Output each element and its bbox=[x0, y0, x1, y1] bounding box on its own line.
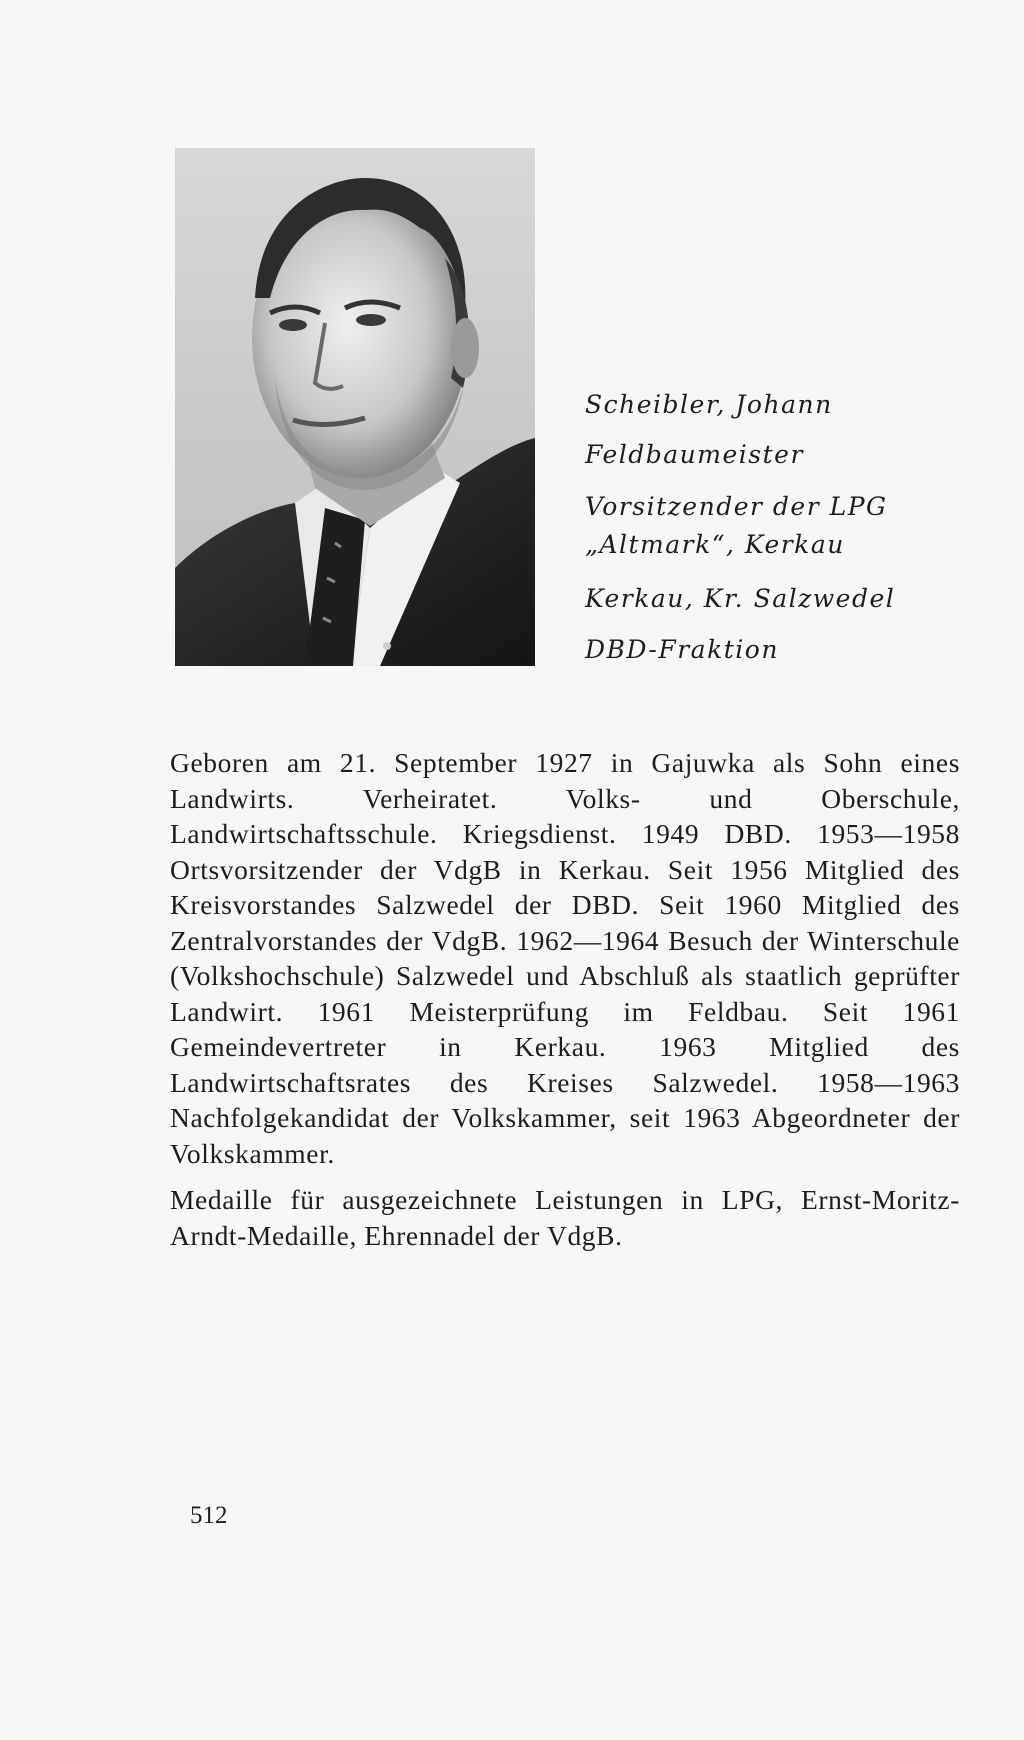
portrait-illustration bbox=[175, 148, 535, 666]
biography-paragraph: Geboren am 21. September 1927 in Gajuwka als Sohn eines Landwirts. Verheiratet. Volks- und Oberschule, Landwirtschaftsschule. Kriegsdienst. 1949 DBD. 1953—1958 Ortsvorsitzender der VdgB in Kerkau. Seit 1956 Mitglied des Kreisvorstandes Salzwedel der DBD. Seit 1960 Mitglied des Zentralvorstandes der VdgB. 1962—1964 Besuch der Winterschule (Volkshochschule) Salzwedel und Abschluß als staatlich geprüfter Landwirt. 1961 Meisterprüfung im Feldbau. Seit 1961 Gemeindevertreter in Kerkau. 1963 Mitglied des Landwirtschaftsrates des Kreises Salzwedel. 1958—1963 Nachfolgekandidat der Volkskammer, seit 1963 Abgeordneter der Volkskammer. bbox=[170, 747, 960, 1169]
person-position-line1: Vorsitzender der LPG bbox=[585, 492, 888, 521]
person-position-line2: „Altmark“, Kerkau bbox=[585, 530, 845, 559]
person-name: Scheibler, Johann bbox=[585, 390, 833, 419]
person-faction: DBD-Fraktion bbox=[585, 635, 779, 664]
biography bbox=[170, 745, 960, 1253]
page-number: 512 bbox=[190, 1502, 228, 1529]
portrait-photo bbox=[175, 148, 535, 666]
person-profession: Feldbaumeister bbox=[585, 440, 804, 469]
person-residence: Kerkau, Kr. Salzwedel bbox=[585, 584, 896, 613]
awards-paragraph: Medaille für ausgezeichnete Leistungen in LPG, Ernst-Moritz-Arndt-Medaille, Ehrennadel der VdgB. bbox=[170, 1184, 960, 1251]
